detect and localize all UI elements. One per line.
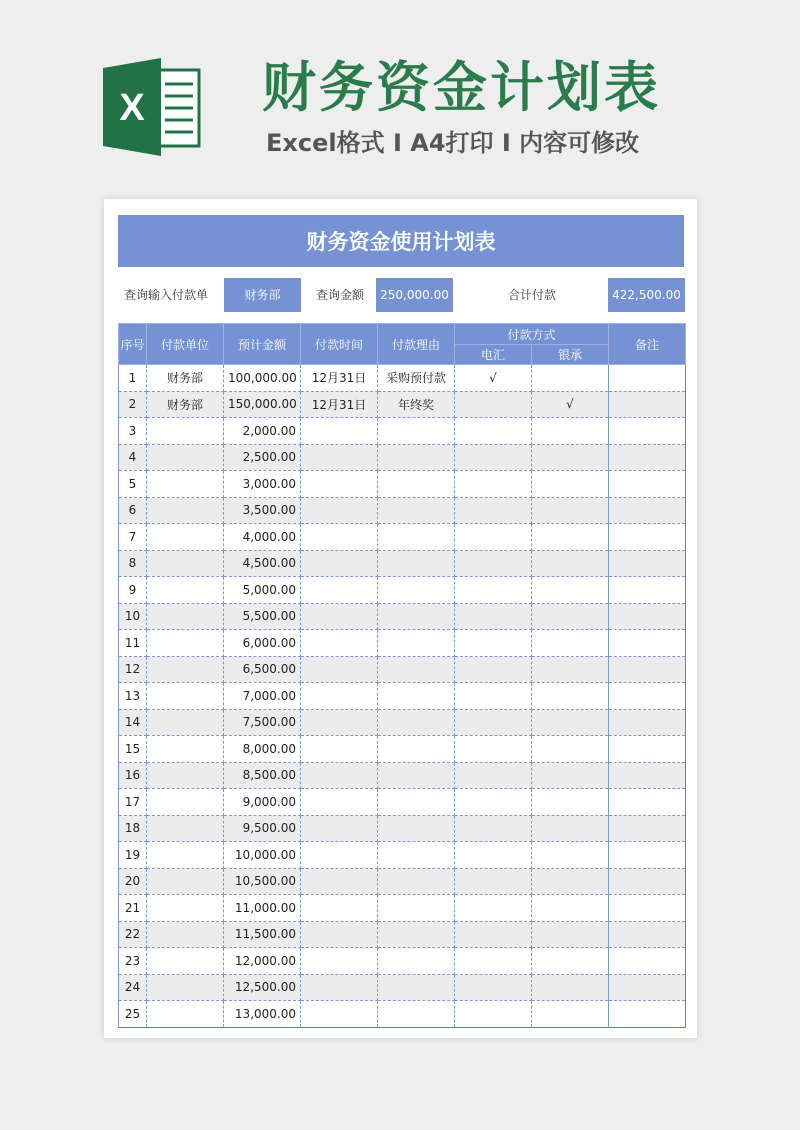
table-row (119, 1001, 686, 1028)
cell-reason[interactable] (378, 550, 455, 577)
cell-time[interactable]: 12月31日 (301, 365, 378, 392)
row-index[interactable]: 11 (119, 630, 147, 657)
cell-amount[interactable]: 8,500.00 (224, 762, 301, 789)
cell-wire[interactable] (455, 497, 532, 524)
payment-plan-table (118, 323, 686, 1028)
cell-note[interactable] (609, 1001, 686, 1028)
cell-note[interactable] (609, 868, 686, 895)
cell-time[interactable]: 12月31日 (301, 391, 378, 418)
cell-bank-accept[interactable] (532, 921, 609, 948)
cell-wire[interactable] (455, 842, 532, 869)
cell-time[interactable] (301, 842, 378, 869)
cell-note[interactable] (609, 974, 686, 1001)
cell-bank-accept[interactable] (532, 630, 609, 657)
cell-unit[interactable] (147, 550, 224, 577)
cell-bank-accept[interactable] (532, 444, 609, 471)
cell-amount[interactable]: 150,000.00 (224, 391, 301, 418)
cell-unit[interactable] (147, 577, 224, 604)
col-header-amount: 预计金额 (224, 324, 301, 365)
cell-time[interactable] (301, 444, 378, 471)
cell-wire[interactable] (455, 656, 532, 683)
cell-bank-accept[interactable] (532, 789, 609, 816)
cell-note[interactable] (609, 603, 686, 630)
cell-note[interactable] (609, 895, 686, 922)
cell-time[interactable] (301, 736, 378, 763)
col-header-bank-accept: 银承 (532, 345, 609, 365)
cell-unit[interactable] (147, 736, 224, 763)
cell-note[interactable] (609, 550, 686, 577)
cell-reason[interactable] (378, 868, 455, 895)
cell-note[interactable] (609, 444, 686, 471)
cell-wire[interactable] (455, 974, 532, 1001)
cell-reason[interactable] (378, 948, 455, 975)
cell-wire[interactable] (455, 709, 532, 736)
table-row (119, 497, 686, 524)
cell-amount[interactable]: 4,000.00 (224, 524, 301, 551)
cell-note[interactable] (609, 524, 686, 551)
cell-bank-accept[interactable] (532, 842, 609, 869)
cell-time[interactable] (301, 550, 378, 577)
cell-reason[interactable] (378, 815, 455, 842)
table-row (119, 815, 686, 842)
table-row (119, 842, 686, 869)
cell-reason[interactable] (378, 656, 455, 683)
table-row (119, 524, 686, 551)
cell-time[interactable] (301, 948, 378, 975)
row-index[interactable]: 16 (119, 762, 147, 789)
cell-wire[interactable] (455, 683, 532, 710)
row-index[interactable]: 8 (119, 550, 147, 577)
cell-time[interactable] (301, 630, 378, 657)
cell-bank-accept[interactable] (532, 683, 609, 710)
cell-unit[interactable] (147, 948, 224, 975)
cell-reason[interactable] (378, 709, 455, 736)
sheet-title: 财务资金使用计划表 (118, 215, 684, 267)
cell-reason[interactable] (378, 630, 455, 657)
cell-amount[interactable]: 11,500.00 (224, 921, 301, 948)
cell-amount[interactable]: 5,000.00 (224, 577, 301, 604)
spreadsheet-sheet (104, 199, 697, 1038)
cell-unit[interactable] (147, 709, 224, 736)
cell-note[interactable] (609, 656, 686, 683)
cell-time[interactable] (301, 683, 378, 710)
row-index[interactable]: 3 (119, 418, 147, 445)
cell-amount[interactable]: 7,500.00 (224, 709, 301, 736)
cell-reason[interactable] (378, 895, 455, 922)
cell-amount[interactable]: 3,000.00 (224, 471, 301, 498)
row-index[interactable]: 19 (119, 842, 147, 869)
cell-bank-accept[interactable] (532, 603, 609, 630)
cell-wire[interactable] (455, 550, 532, 577)
cell-wire[interactable] (455, 868, 532, 895)
cell-time[interactable] (301, 815, 378, 842)
cell-bank-accept[interactable] (532, 497, 609, 524)
excel-icon-letter: X (119, 87, 145, 129)
table-row (119, 418, 686, 445)
cell-bank-accept[interactable] (532, 418, 609, 445)
cell-wire[interactable] (455, 948, 532, 975)
total-payment-value: 422,500.00 (608, 278, 685, 312)
cell-note[interactable] (609, 736, 686, 763)
table-row (119, 656, 686, 683)
table-row (119, 709, 686, 736)
cell-bank-accept[interactable] (532, 948, 609, 975)
cell-bank-accept[interactable]: √ (532, 391, 609, 418)
row-index[interactable]: 23 (119, 948, 147, 975)
table-row (119, 683, 686, 710)
cell-wire[interactable] (455, 815, 532, 842)
cell-amount[interactable]: 2,000.00 (224, 418, 301, 445)
total-payment-label: 合计付款 (508, 288, 557, 302)
col-header-reason: 付款理由 (378, 324, 455, 365)
table-row (119, 868, 686, 895)
row-index[interactable]: 2 (119, 391, 147, 418)
cell-unit[interactable] (147, 789, 224, 816)
table-row (119, 948, 686, 975)
cell-time[interactable] (301, 921, 378, 948)
cell-amount[interactable]: 8,000.00 (224, 736, 301, 763)
cell-unit[interactable] (147, 974, 224, 1001)
row-index[interactable]: 22 (119, 921, 147, 948)
cell-wire[interactable] (455, 471, 532, 498)
cell-note[interactable] (609, 365, 686, 392)
cell-amount[interactable]: 10,500.00 (224, 868, 301, 895)
table-row (119, 391, 686, 418)
cell-time[interactable] (301, 868, 378, 895)
cell-bank-accept[interactable] (532, 656, 609, 683)
cell-unit[interactable] (147, 1001, 224, 1028)
query-amount-label: 查询金额 (316, 288, 365, 302)
cell-reason[interactable] (378, 842, 455, 869)
cell-time[interactable] (301, 974, 378, 1001)
cell-reason[interactable] (378, 471, 455, 498)
cell-unit[interactable] (147, 842, 224, 869)
cell-reason[interactable] (378, 603, 455, 630)
row-index[interactable]: 9 (119, 577, 147, 604)
row-index[interactable]: 1 (119, 365, 147, 392)
cell-unit[interactable] (147, 656, 224, 683)
row-index[interactable]: 14 (119, 709, 147, 736)
cell-note[interactable] (609, 921, 686, 948)
cell-unit[interactable] (147, 524, 224, 551)
table-row (119, 471, 686, 498)
cell-unit[interactable] (147, 683, 224, 710)
table-row (119, 921, 686, 948)
cell-bank-accept[interactable] (532, 974, 609, 1001)
cell-time[interactable] (301, 524, 378, 551)
col-header-wire: 电汇 (455, 345, 532, 365)
cell-unit[interactable] (147, 471, 224, 498)
cell-amount[interactable]: 13,000.00 (224, 1001, 301, 1028)
cell-unit[interactable] (147, 497, 224, 524)
cell-wire[interactable] (455, 391, 532, 418)
cell-unit[interactable]: 财务部 (147, 391, 224, 418)
excel-icon (103, 58, 203, 156)
row-index[interactable]: 21 (119, 895, 147, 922)
row-index[interactable]: 13 (119, 683, 147, 710)
cell-amount[interactable]: 11,000.00 (224, 895, 301, 922)
cell-note[interactable] (609, 789, 686, 816)
cell-reason[interactable] (378, 418, 455, 445)
cell-unit[interactable] (147, 895, 224, 922)
cell-time[interactable] (301, 497, 378, 524)
cell-bank-accept[interactable] (532, 895, 609, 922)
cell-amount[interactable]: 12,000.00 (224, 948, 301, 975)
table-row (119, 577, 686, 604)
cell-wire[interactable] (455, 762, 532, 789)
cell-unit[interactable] (147, 868, 224, 895)
table-row (119, 444, 686, 471)
cell-wire[interactable] (455, 418, 532, 445)
cell-wire[interactable] (455, 736, 532, 763)
cell-unit[interactable] (147, 444, 224, 471)
cell-note[interactable] (609, 948, 686, 975)
cell-amount[interactable]: 9,500.00 (224, 815, 301, 842)
table-row (119, 974, 686, 1001)
cell-wire[interactable] (455, 577, 532, 604)
col-header-unit: 付款单位 (147, 324, 224, 365)
cell-time[interactable] (301, 1001, 378, 1028)
cell-reason[interactable] (378, 762, 455, 789)
cell-bank-accept[interactable] (532, 868, 609, 895)
cell-amount[interactable]: 100,000.00 (224, 365, 301, 392)
cell-note[interactable] (609, 842, 686, 869)
cell-time[interactable] (301, 418, 378, 445)
cell-unit[interactable] (147, 418, 224, 445)
cell-time[interactable] (301, 762, 378, 789)
cell-amount[interactable]: 4,500.00 (224, 550, 301, 577)
col-header-method: 付款方式 (455, 324, 609, 345)
cell-note[interactable] (609, 709, 686, 736)
row-index[interactable]: 6 (119, 497, 147, 524)
cell-time[interactable] (301, 895, 378, 922)
row-index[interactable]: 7 (119, 524, 147, 551)
row-index[interactable]: 20 (119, 868, 147, 895)
cell-reason[interactable] (378, 736, 455, 763)
table-row (119, 630, 686, 657)
cell-bank-accept[interactable] (532, 550, 609, 577)
cell-wire[interactable] (455, 630, 532, 657)
cell-time[interactable] (301, 603, 378, 630)
cell-wire[interactable] (455, 444, 532, 471)
row-index[interactable]: 18 (119, 815, 147, 842)
cell-note[interactable] (609, 497, 686, 524)
table-row (119, 603, 686, 630)
cell-wire[interactable] (455, 524, 532, 551)
table-row (119, 365, 686, 392)
col-header-time: 付款时间 (301, 324, 378, 365)
cell-reason[interactable] (378, 683, 455, 710)
cell-time[interactable] (301, 789, 378, 816)
cell-note[interactable] (609, 471, 686, 498)
cell-wire[interactable]: √ (455, 365, 532, 392)
cell-unit[interactable] (147, 921, 224, 948)
row-index[interactable]: 17 (119, 789, 147, 816)
cell-bank-accept[interactable] (532, 1001, 609, 1028)
cell-reason[interactable] (378, 577, 455, 604)
cell-bank-accept[interactable] (532, 471, 609, 498)
cell-wire[interactable] (455, 789, 532, 816)
cell-note[interactable] (609, 815, 686, 842)
table-row (119, 762, 686, 789)
row-index[interactable]: 24 (119, 974, 147, 1001)
cell-unit[interactable] (147, 630, 224, 657)
cell-time[interactable] (301, 471, 378, 498)
table-row (119, 736, 686, 763)
cell-unit[interactable] (147, 762, 224, 789)
cell-reason[interactable] (378, 524, 455, 551)
cell-unit[interactable] (147, 815, 224, 842)
cell-note[interactable] (609, 762, 686, 789)
cell-bank-accept[interactable] (532, 365, 609, 392)
col-header-index: 序号 (119, 324, 147, 365)
cell-unit[interactable] (147, 603, 224, 630)
query-unit-input[interactable]: 财务部 (224, 278, 301, 312)
cell-amount[interactable]: 6,500.00 (224, 656, 301, 683)
cell-wire[interactable] (455, 895, 532, 922)
row-index[interactable]: 4 (119, 444, 147, 471)
cell-amount[interactable]: 6,000.00 (224, 630, 301, 657)
cell-amount[interactable]: 2,500.00 (224, 444, 301, 471)
cell-reason[interactable] (378, 444, 455, 471)
cell-reason[interactable] (378, 789, 455, 816)
table-row (119, 895, 686, 922)
cell-bank-accept[interactable] (532, 736, 609, 763)
cell-bank-accept[interactable] (532, 709, 609, 736)
cell-time[interactable] (301, 709, 378, 736)
cell-amount[interactable]: 3,500.00 (224, 497, 301, 524)
cell-amount[interactable]: 9,000.00 (224, 789, 301, 816)
cell-reason[interactable]: 年终奖 (378, 391, 455, 418)
cell-amount[interactable]: 5,500.00 (224, 603, 301, 630)
cell-amount[interactable]: 10,000.00 (224, 842, 301, 869)
query-unit-label: 查询输入付款单 (124, 288, 209, 302)
cell-bank-accept[interactable] (532, 577, 609, 604)
page-subtitle: Excel格式 I A4打印 I 内容可修改 (266, 129, 640, 157)
cell-note[interactable] (609, 391, 686, 418)
cell-note[interactable] (609, 630, 686, 657)
cell-wire[interactable] (455, 921, 532, 948)
row-index[interactable]: 25 (119, 1001, 147, 1028)
cell-amount[interactable]: 7,000.00 (224, 683, 301, 710)
cell-amount[interactable]: 12,500.00 (224, 974, 301, 1001)
cell-time[interactable] (301, 577, 378, 604)
cell-reason[interactable] (378, 497, 455, 524)
cell-bank-accept[interactable] (532, 762, 609, 789)
row-index[interactable]: 12 (119, 656, 147, 683)
cell-wire[interactable] (455, 603, 532, 630)
cell-time[interactable] (301, 656, 378, 683)
cell-reason[interactable]: 采购预付款 (378, 365, 455, 392)
row-index[interactable]: 10 (119, 603, 147, 630)
cell-bank-accept[interactable] (532, 524, 609, 551)
cell-reason[interactable] (378, 974, 455, 1001)
table-row (119, 789, 686, 816)
row-index[interactable]: 15 (119, 736, 147, 763)
cell-note[interactable] (609, 683, 686, 710)
col-header-note: 备注 (609, 324, 686, 365)
cell-unit[interactable]: 财务部 (147, 365, 224, 392)
query-row (118, 278, 684, 312)
query-amount-value[interactable]: 250,000.00 (376, 278, 453, 312)
row-index[interactable]: 5 (119, 471, 147, 498)
cell-bank-accept[interactable] (532, 815, 609, 842)
cell-reason[interactable] (378, 921, 455, 948)
cell-wire[interactable] (455, 1001, 532, 1028)
page-title: 财务资金计划表 (262, 56, 661, 119)
cell-note[interactable] (609, 577, 686, 604)
cell-reason[interactable] (378, 1001, 455, 1028)
table-row (119, 550, 686, 577)
cell-note[interactable] (609, 418, 686, 445)
